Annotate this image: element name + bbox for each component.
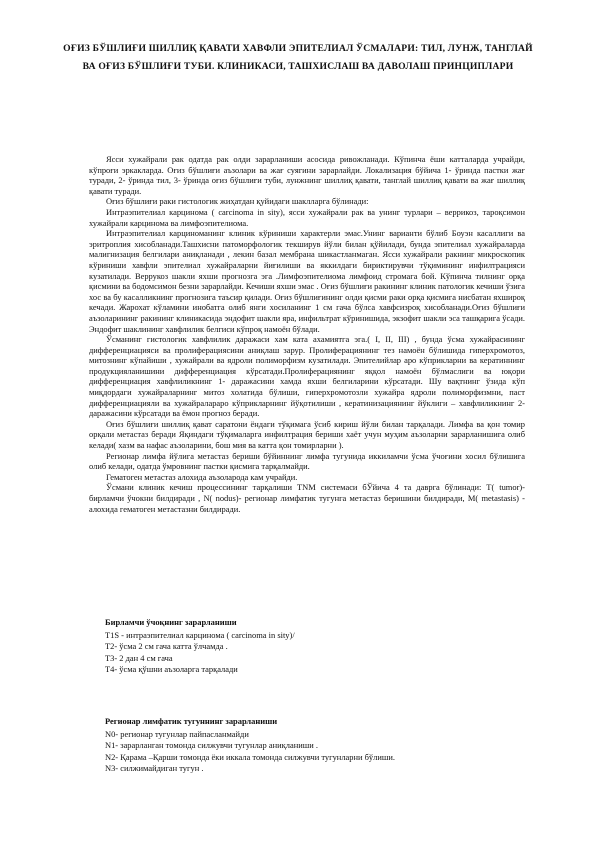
paragraph: Ясси хужайрали рак одатда рак олди зарарланиши асосида ривожланади. Кўпинча ёши катталарда учрайди, кўпроғи эркакларда. Оғиз бўшлиғи аъзолари ва жағ суягини зарарлайди. Локализация бўйича 1- ўринда пастки жағ туради, 2- ўринда тил, 3- ўринда оғиз бўшлиғи туби, лунжнинг шиллиқ қавати, танглай шиллиқ қавати ва жағ шиллиқ қавати туради. xyxy=(89,154,525,196)
primary-tumor-section xyxy=(105,617,525,676)
list-item: T2- ўсма 2 см гача катта ўлчамда . xyxy=(105,641,228,652)
paragraph: Оғиз бўшлиғи шиллиқ қават саратони ёндаги тўқимага ўсиб кириш йўли билан тарқалади. Лимфа ва қон томир орқали метастаз беради Яқиндаги тўқималарга инфилтрация бериши хаёт учун муҳим аъзоларни зарарланишига олиб келади( хазм ва нафас аъзоларини, бош мия ва катта қон томирларни ). xyxy=(89,418,525,451)
paragraph: Гематоген метастаз алохида аъзоларода кам учрайди. xyxy=(106,471,298,482)
paragraph: Ўсманинг гистологик хавфлилик даражаси хам ката ахамиятга эга.( I, II, III) , бунда ўсма хужайрасининг дифференциацияси ва пролиферациясини аниқлаш зарур. Пролиферациянинг тез намоён бўлишида гиперхромотоз, митознинг кўпайиши , хужайрали ва ядроли полиморфизм кузатилади. Эпителийлар аро кўприкларни ва кератиннинг продукцияланишини дифференциация кўрсатади.Пролиферациянинг яққол намоён бўлмаслиги ва юқори дифференциация хавфлиликнинг 1- даражасини хамда яхши белгиларини кўрсатади. Шу вақтнинг ўзида кўп миқдордаги хужайраларнинг митоз холатида бўлиши, гиперхромотозли хужайра ядроли полиморфизмни, паст дифференциацияли ва хужайралараро кўприкларнинг йўқотилиши , кератинизациянинг йўклиги – хавфлиликнинг 2- даражасини кўрсатади ва ёмон прогноз беради. xyxy=(89,334,525,419)
body-text xyxy=(89,154,525,514)
document-title: ОҒИЗ БЎШЛИҒИ ШИЛЛИҚ ҚАВАТИ ХАВФЛИ ЭПИТЕЛИАЛ ЎСМАЛАРИ: ТИЛ, ЛУНЖ, ТАНГЛАЙ ВА ОҒИЗ БЎШЛИҒИ ТУБИ. КЛИНИКАСИ, ТАШХИСЛАШ ВА ДАВОЛАШ ПРИНЦИПЛАРИ xyxy=(63,43,533,72)
paragraph: Интраэпителиал карциноманинг клиник кўриниши характерли эмас.Унинг варианти бўлиб Боуэн касаллиги ва эритроплия хисобланади.Ташхисни патоморфологик текширув йўли билан қўйилади, бунда эпителиал хужайраларда малигнизация белгилари аниқланади , лекин базал мембрана шикастланмаган. Ясси хужайрали ракнинг микроскопик кўриниши хавфли эпителиал хужайраларни йиғилиши ва яккилдаги бириктирувчи тўқимининг инфилтрацияси кузатилади. Веррукоз шакли яхши прогнозга эга .Лимфоэпителиома лимфоид стромага бой. Кўпинча тилнинг орқа қисмини ва бодомсимон безни зарарлайди. Кечиши яхши эмас . Оғиз бўшлиғи ракининг клиник патологик кечиши ўзига хос ва бу касалликнинг прогнозига таъсир қилади. Оғиз бўшлиғининг олди қисми раки орқа қисмига нисбатан яхшироқ кечади. Жарохат кўламини инобатга олиб янги хосиланинг 1 см гача бўлса хавфсизроқ хисобланади.Оғиз бўшлиғи аъзоларининг ракининг клиникасида эндофит шакли яра, инфильтрат кўринишида, экзофит шакли эса ташқарига ўсади. Эндофит шаклининг хавфлилик белгиси кўпроқ намоён бўлади. xyxy=(89,228,525,334)
paragraph: Интраэпителиал карцинома ( carcinoma in sity), ясси хужайрали рак ва унинг турлари – веррикоз, тароқсимон хужайрали карцинома ва лимфоэпителиома. xyxy=(89,206,525,228)
list-item: T1S - интраэпителиал карцинома ( carcinoma in sity)/ xyxy=(105,629,295,640)
regional-lymph-node-section xyxy=(105,716,525,775)
section-heading: Регионар лимфатик тугуннинг зарарланиши xyxy=(105,716,278,726)
paragraph: Ўсмани клиник кечиш процессининг тарқалиши TNM системаси бЎйича 4 та даврга бўлинади: T( tumor)- бирламчи ўчокни билдиради , N( nodus)- регионар лимфатик тугунга метастаз беришини билдиради, M( metastasis) - алохида гематоген метастазни билдиради. xyxy=(89,482,525,514)
list-item: T4- ўсма қўшни аъзоларга тарқалади xyxy=(105,664,238,675)
paragraph: Регионар лимфа йўлига метастаз бериши бўйиннинг лимфа тугунида иккиламчи ўсма ўчоғини хосил бўлишига олиб келади, одатда ўмровнинг пастки қисмига тарқалмайди. xyxy=(89,450,525,472)
list-item: N2- Қарама –Қарши томонда ёки иккала томонда силжувчи тугунларни бўлиши. xyxy=(105,751,395,762)
list-item: N0- регионар тугунлар пайпасланмайди xyxy=(105,728,249,739)
paragraph: Оғиз бўшлиғи раки гистологик жиҳатдан қуйидаги шаклларга бўлинади: xyxy=(106,196,369,207)
list-item: T3- 2 дан 4 см гача xyxy=(105,652,173,663)
list-item: N3- силжимайдиган тугун . xyxy=(105,763,204,774)
section-heading: Бирламчи ўчоқнинг зарарланиши xyxy=(105,617,237,627)
list-item: N1- зарарланган томонда силжувчи тугунлар аниқланиши . xyxy=(105,740,318,751)
